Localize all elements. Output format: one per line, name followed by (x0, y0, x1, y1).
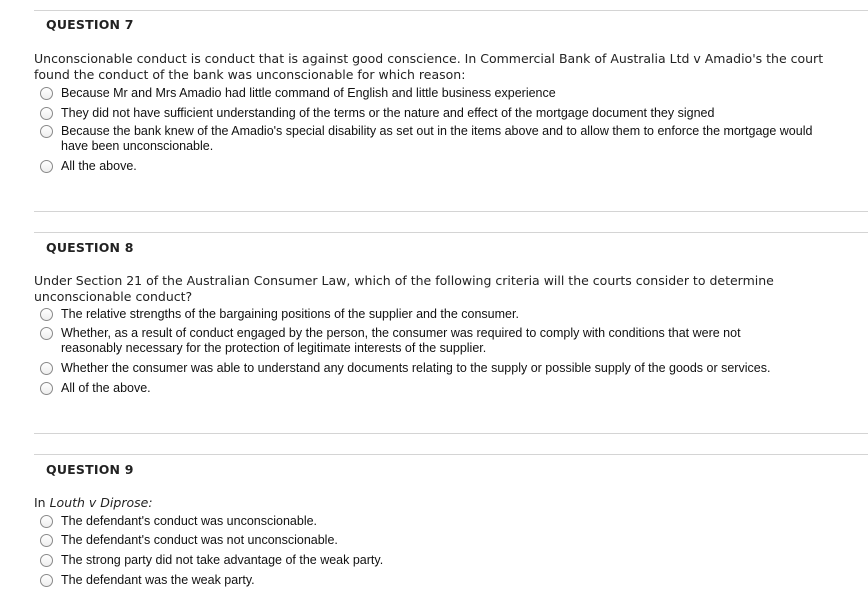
radio-button[interactable] (40, 534, 53, 547)
question-7-option-4[interactable] (40, 159, 840, 174)
question-8-option-1[interactable] (40, 307, 840, 322)
radio-button[interactable] (40, 107, 53, 120)
divider (34, 232, 868, 233)
question-7-prompt: Unconscionable conduct is conduct that is against good conscience. In Commercial Bank of Australia Ltd v Amadio's the court found the conduct of the bank was unconscionable for which reason: (34, 51, 824, 82)
radio-button[interactable] (40, 515, 53, 528)
option-label: The defendant was the weak party. (61, 573, 255, 587)
option-label: All the above. (61, 159, 137, 173)
option-label: The relative strengths of the bargaining positions of the supplier and the consumer. (61, 307, 519, 321)
case-name: Louth v Diprose: (49, 495, 153, 510)
question-8-prompt: Under Section 21 of the Australian Consumer Law, which of the following criteria will the courts consider to determine unconscionable conduct? (34, 273, 774, 304)
divider (34, 433, 868, 434)
divider (34, 10, 868, 11)
option-label: All of the above. (61, 381, 151, 395)
question-8-option-4[interactable] (40, 381, 840, 396)
radio-button[interactable] (40, 362, 53, 375)
option-label: Because Mr and Mrs Amadio had little command of English and little business experience (61, 86, 556, 100)
option-label: Whether, as a result of conduct engaged by the person, the consumer was required to comply with conditions that were not reasonably necessary for the protection of legitimate interests of the supplier. (61, 326, 741, 355)
radio-button[interactable] (40, 382, 53, 395)
radio-button[interactable] (40, 554, 53, 567)
question-9-option-2[interactable] (40, 533, 840, 548)
question-9-title: QUESTION 9 (46, 462, 134, 477)
question-9-option-4[interactable] (40, 573, 840, 588)
divider (34, 211, 868, 212)
question-9-option-3[interactable] (40, 553, 840, 568)
option-label: They did not have sufficient understanding of the terms or the nature and effect of the mortgage document they signed (61, 106, 715, 120)
radio-button[interactable] (40, 125, 53, 138)
option-label: The strong party did not take advantage of the weak party. (61, 553, 384, 567)
question-8-title: QUESTION 8 (46, 240, 134, 255)
question-8-option-3[interactable] (40, 361, 840, 376)
radio-button[interactable] (40, 160, 53, 173)
question-9-option-1[interactable] (40, 514, 840, 529)
radio-button[interactable] (40, 574, 53, 587)
option-label: Because the bank knew of the Amadio's special disability as set out in the items above and to allow them to enforce the mortgage would have been unconscionable. (61, 124, 813, 153)
option-label: The defendant's conduct was unconscionable. (61, 514, 318, 528)
option-label: The defendant's conduct was not unconscionable. (61, 533, 338, 547)
divider (34, 454, 868, 455)
radio-button[interactable] (40, 87, 53, 100)
prompt-prefix: In (34, 495, 50, 510)
radio-button[interactable] (40, 327, 53, 340)
question-7-title: QUESTION 7 (46, 17, 134, 32)
radio-button[interactable] (40, 308, 53, 321)
question-8-option-2[interactable] (40, 326, 840, 356)
option-label: Whether the consumer was able to understand any documents relating to the supply or possible supply of the goods or services. (61, 361, 771, 375)
question-7-option-1[interactable] (40, 86, 840, 101)
question-9-prompt (34, 495, 824, 511)
question-7-option-3[interactable] (40, 124, 840, 154)
question-7-option-2[interactable] (40, 106, 840, 121)
